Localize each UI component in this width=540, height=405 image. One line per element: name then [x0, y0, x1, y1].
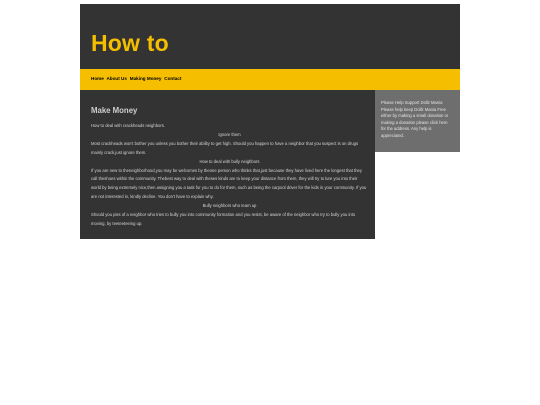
site-header	[80, 4, 460, 69]
donation-message: Please Help Support Dollz Mania Please help keep Dollz Mania Free either by making a small donation or making a donation please click here for the address. Any help is appreciated.	[381, 100, 449, 138]
nav-about-us[interactable]: About Us	[106, 76, 127, 81]
nav-making-money[interactable]: Making Money	[129, 76, 162, 81]
nav-bar	[80, 69, 460, 90]
nav-contact[interactable]: Contact	[164, 76, 182, 81]
article-paragraph: How to deal with crackheads neighbors.	[91, 123, 166, 128]
nav-links	[91, 76, 183, 81]
site-title[interactable]: How to	[91, 30, 169, 56]
article-subheading: Bully neighbors who team up	[202, 203, 257, 209]
article-paragraph: Should you piss of a neighbor who tries to bully you into community formation and you resist, be aware of the neighbor who try to bully you into moving, by teeteeteeing up.	[91, 212, 356, 226]
article-subheading: How to deal with bully neighbors	[199, 158, 260, 164]
article-paragraph: If you are new to theneighborhood,you may be welcomes by theone person who thinks that,just because they have lived here the longest that they call theshoes within the community. Thebest way to deal with theses kinds are to keep your distance from them, they will try to lure you into their world by being extremely nice,then assigning you a task for you to do for them, such as being the carpool driver for the kids in your community. If you are not interested in, kindly decline. You don't have to explain why.	[91, 167, 367, 200]
article-subheading: Ignore them	[218, 131, 241, 137]
article-body	[91, 122, 368, 229]
article-paragraph: Most crackheads won't bother you unless you bother their ability to get high. Should you happen to have a neighbor that you suspect is on drugs mainly crack,just ignore them.	[91, 140, 359, 155]
nav-home[interactable]: Home	[91, 76, 104, 81]
main-content	[80, 90, 375, 239]
sidebar	[375, 90, 460, 152]
page-title: Make Money	[91, 106, 138, 115]
